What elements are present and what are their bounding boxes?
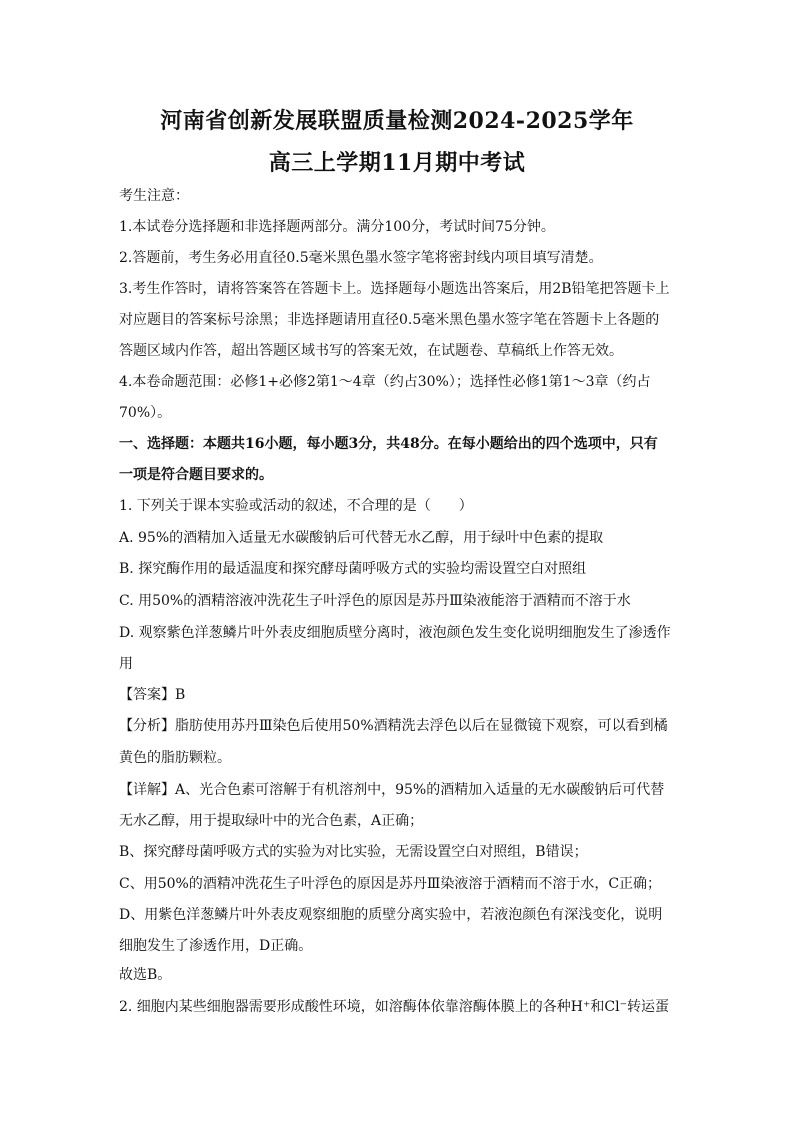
- question-2-stem-line1: 2. 细胞内某些细胞器需要形成酸性环境，如溶酶体依靠溶酶体膜上的各种H⁺和Cl⁻转运蛋: [119, 999, 669, 1015]
- question-1-detail-line6: 细胞发生了渗透作用，D正确。: [119, 938, 313, 954]
- question-1-detail-line2: 无水乙醇，用于提取绿叶中的光合色素，A正确；: [119, 813, 424, 829]
- notice-item-3-line1: 3.考生作答时，请将答案答在答题卡上。选择题每小题选出答案后，用2B铅笔把答题卡上: [119, 281, 670, 297]
- notice-item-2: 2.答题前，考生务必用直径0.5毫米黑色墨水签字笔将密封线内项目填写清楚。: [119, 250, 603, 266]
- question-1-detail-line3: B、探究酵母菌呼吸方式的实验为对比实验，无需设置空白对照组，B错误；: [119, 844, 588, 860]
- notice-item-3-line2: 对应题目的答案标号涂黑；非选择题请用直径0.5毫米黑色墨水签字笔在答题卡上各题的: [119, 312, 660, 328]
- question-1-answer: 【答案】B: [119, 687, 186, 703]
- notice-heading: 考生注意：: [119, 188, 189, 204]
- question-1-option-d-line2: 用: [119, 656, 133, 672]
- question-1-detail-line4: C、用50%的酒精冲洗花生子叶浮色的原因是苏丹Ⅲ染液溶于酒精而不溶于水，C正确；: [119, 876, 662, 892]
- question-1-analysis-line2: 黄色的脂肪颗粒。: [119, 750, 231, 766]
- section-heading-line1: 一、选择题：本题共16小题，每小题3分，共48分。在每小题给出的四个选项中，只有: [119, 436, 658, 452]
- question-1-option-c: C. 用50%的酒精溶液冲洗花生子叶浮色的原因是苏丹Ⅲ染液能溶于酒精而不溶于水: [119, 593, 631, 609]
- notice-item-1: 1.本试卷分选择题和非选择题两部分。满分100分，考试时间75分钟。: [119, 219, 555, 235]
- question-1-detail-line5: D、用紫色洋葱鳞片叶外表皮观察细胞的质壁分离实验中，若液泡颜色有深浅变化，说明: [119, 907, 663, 923]
- notice-item-3-line3: 答题区域内作答，超出答题区域书写的答案无效，在试题卷、草稿纸上作答无效。: [119, 343, 623, 359]
- question-1-stem: 1. 下列关于课本实验或活动的叙述，不合理的是（ ）: [119, 498, 473, 514]
- notice-item-4-line2: 70%）。: [119, 405, 172, 421]
- exam-title-line1: 河南省创新发展联盟质量检测2024-2025学年: [160, 108, 634, 134]
- question-1-option-d-line1: D. 观察紫色洋葱鳞片叶外表皮细胞质壁分离时，液泡颜色发生变化说明细胞发生了渗透作: [119, 625, 671, 641]
- question-1-detail-line1: 【详解】A、光合色素可溶解于有机溶剂中，95%的酒精加入适量的无水碳酸钠后可代替: [119, 782, 665, 798]
- question-1-option-b: B. 探究酶作用的最适温度和探究酵母菌呼吸方式的实验均需设置空白对照组: [119, 561, 587, 577]
- question-1-option-a: A. 95%的酒精加入适量无水碳酸钠后可代替无水乙醇，用于绿叶中色素的提取: [119, 530, 604, 546]
- notice-item-4-line1: 4.本卷命题范围：必修1+必修2第1～4章（约占30%）；选择性必修1第1～3章（约占: [119, 374, 651, 390]
- question-1-conclusion: 故选B。: [119, 967, 172, 983]
- question-1-analysis-line1: 【分析】脂肪使用苏丹Ⅲ染色后使用50%酒精洗去浮色以后在显微镜下观察，可以看到橘: [119, 718, 668, 734]
- section-heading-line2: 一项是符合题目要求的。: [119, 467, 273, 483]
- exam-title-line2: 高三上学期11月期中考试: [268, 150, 526, 176]
